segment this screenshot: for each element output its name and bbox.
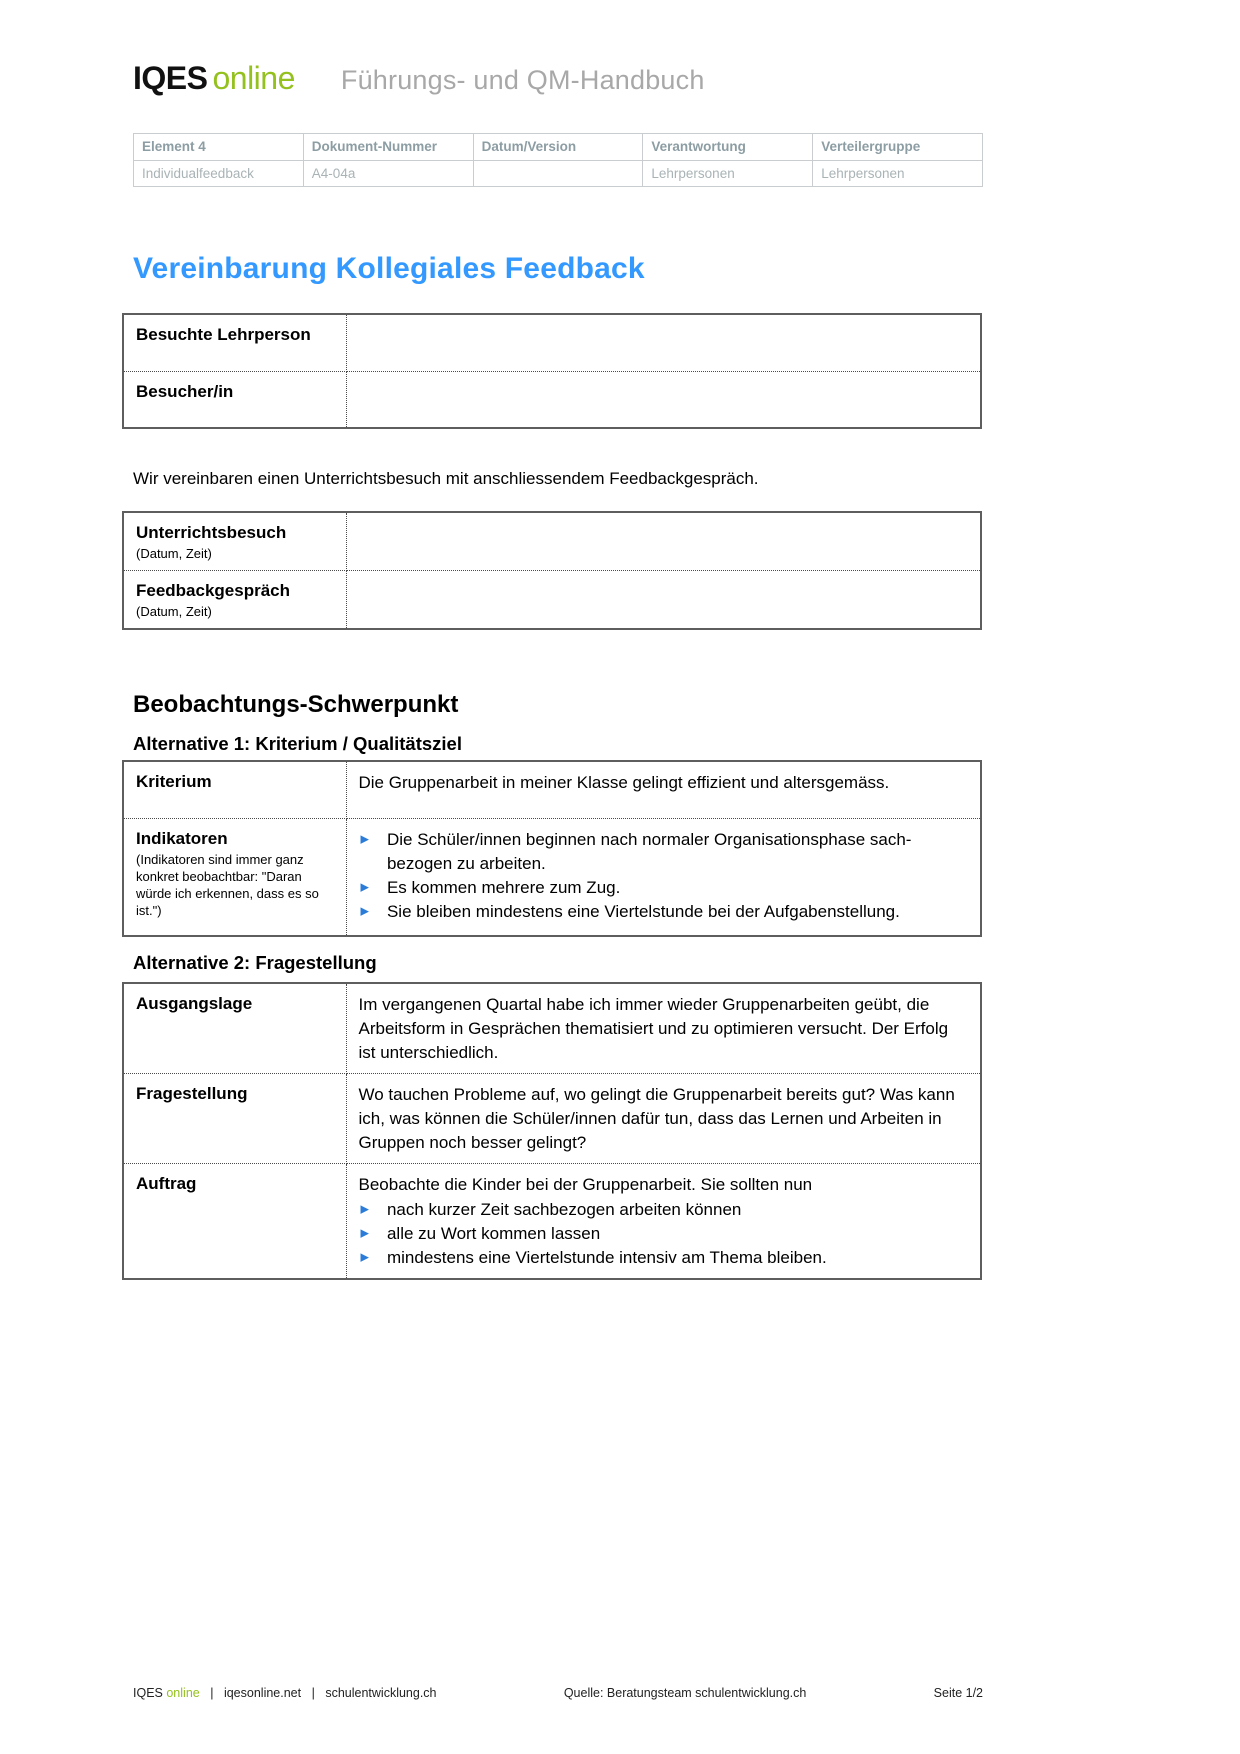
auftrag-label-cell bbox=[123, 1164, 346, 1280]
table-row bbox=[123, 818, 981, 936]
meta-value-verantwortung: Lehrpersonen bbox=[643, 161, 813, 187]
bullet-triangle-icon: ▶ bbox=[360, 1251, 369, 1264]
alternative1-table bbox=[122, 760, 982, 937]
auftrag-value-cell bbox=[346, 1164, 981, 1280]
bullet-text: mindestens eine Viertelstunde intensiv am Thema bleiben. bbox=[386, 1248, 827, 1267]
table-row bbox=[123, 371, 981, 428]
feedbackgespraech-sublabel: (Datum, Zeit) bbox=[136, 604, 212, 619]
footer-page-number: Seite 1/2 bbox=[933, 1686, 983, 1700]
footer-brand-iqes: IQES bbox=[133, 1686, 163, 1700]
footer-brand-links bbox=[133, 1686, 437, 1700]
footer-separator: | bbox=[311, 1686, 315, 1700]
page-footer bbox=[133, 1686, 983, 1700]
alternative2-table bbox=[122, 982, 982, 1280]
bullet-text: alle zu Wort kommen lassen bbox=[386, 1224, 601, 1243]
bullet-triangle-icon: ▶ bbox=[360, 905, 369, 917]
list-item bbox=[359, 876, 969, 900]
table-row bbox=[123, 314, 981, 371]
bullet-text: Die Schüler/innen beginnen nach normaler Organisationsphase sach-bezogen zu arbeiten. bbox=[386, 829, 912, 873]
indikatoren-note: (Indikatoren sind immer ganz konkret beobachtbar: "Daran würde ich erkennen, dass es so ist.") bbox=[136, 851, 319, 918]
meta-value-verteilergruppe: Lehrpersonen bbox=[813, 161, 983, 187]
logo-text-iqes: IQES bbox=[133, 60, 208, 96]
list-item bbox=[359, 1198, 969, 1222]
alternative2-heading: Alternative 2: Fragestellung bbox=[133, 952, 377, 973]
meta-header-datum-version: Datum/Version bbox=[473, 134, 643, 161]
ausgangslage-label: Ausgangslage bbox=[136, 994, 253, 1013]
footer-link-iqesonline: iqesonline.net bbox=[223, 1686, 302, 1700]
footer-link-schulentwicklung: schulentwicklung.ch bbox=[325, 1686, 437, 1700]
besucher-label: Besucher/in bbox=[136, 381, 234, 401]
indikatoren-label: Indikatoren bbox=[136, 828, 228, 848]
table-row bbox=[123, 1164, 981, 1280]
indikatoren-label-cell bbox=[123, 818, 346, 936]
footer-brand-online: online bbox=[166, 1686, 200, 1700]
list-item bbox=[359, 1222, 969, 1246]
table-row bbox=[123, 983, 981, 1074]
auftrag-bullet-list bbox=[359, 1198, 969, 1270]
meta-header-row bbox=[134, 134, 983, 161]
section-heading-beobachtung: Beobachtungs-Schwerpunkt bbox=[133, 691, 459, 718]
alternative1-heading: Alternative 1: Kriterium / Qualitätsziel bbox=[133, 733, 462, 754]
meta-header-element: Element 4 bbox=[134, 134, 304, 161]
list-item bbox=[359, 900, 969, 924]
footer-source: Quelle: Beratungsteam schulentwicklung.ch bbox=[563, 1686, 807, 1700]
list-item bbox=[359, 828, 969, 876]
ausgangslage-label-cell bbox=[123, 983, 346, 1074]
indikatoren-value-cell bbox=[346, 818, 981, 936]
table-row bbox=[123, 512, 981, 571]
fragestellung-label-cell bbox=[123, 1074, 346, 1164]
page-header bbox=[133, 60, 705, 97]
kriterium-label-cell bbox=[123, 761, 346, 818]
meta-value-dokument-nummer: A4-04a bbox=[303, 161, 473, 187]
logo-text-online: online bbox=[212, 60, 295, 96]
schedule-table bbox=[122, 511, 982, 630]
document-meta-table bbox=[133, 133, 983, 187]
fragestellung-value-cell: Wo tauchen Probleme auf, wo gelingt die Gruppenarbeit bereits gut? Was kann ich, was können die Schüler/innen dafür tun, dass das Lernen und Arbeiten in Gruppen noch besser gelingt? bbox=[346, 1074, 981, 1164]
handbook-title: Führungs- und QM-Handbuch bbox=[340, 65, 705, 95]
persons-table bbox=[122, 313, 982, 429]
unterrichtsbesuch-label: Unterrichtsbesuch bbox=[136, 523, 287, 542]
footer-separator: | bbox=[210, 1686, 214, 1700]
feedbackgespraech-label: Feedbackgespräch bbox=[136, 581, 291, 600]
page-title: Vereinbarung Kollegiales Feedback bbox=[133, 252, 645, 285]
bullet-text: Es kommen mehrere zum Zug. bbox=[386, 877, 621, 897]
indikatoren-bullet-list bbox=[359, 828, 969, 924]
fragestellung-label: Fragestellung bbox=[136, 1084, 248, 1103]
besuchte-lehrperson-label: Besuchte Lehrperson bbox=[136, 325, 311, 344]
list-item bbox=[359, 1246, 969, 1270]
bullet-text: Sie bleiben mindestens eine Viertelstunde bei der Aufgabenstellung. bbox=[386, 901, 900, 921]
besuchte-lehrperson-value-cell bbox=[346, 314, 981, 371]
meta-header-dokument-nummer: Dokument-Nummer bbox=[303, 134, 473, 161]
besucher-label-cell bbox=[123, 371, 346, 428]
unterrichtsbesuch-sublabel: (Datum, Zeit) bbox=[136, 546, 212, 561]
unterrichtsbesuch-value-cell bbox=[346, 512, 981, 571]
meta-values-row bbox=[134, 161, 983, 187]
kriterium-value-cell: Die Gruppenarbeit in meiner Klasse gelingt effizient und altersgemäss. bbox=[346, 761, 981, 818]
bullet-triangle-icon: ▶ bbox=[360, 833, 369, 845]
feedbackgespraech-value-cell bbox=[346, 571, 981, 630]
auftrag-label: Auftrag bbox=[136, 1174, 197, 1193]
bullet-text: nach kurzer Zeit sachbezogen arbeiten können bbox=[386, 1200, 742, 1219]
table-row bbox=[123, 571, 981, 630]
besuchte-lehrperson-label-cell bbox=[123, 314, 346, 371]
table-row bbox=[123, 761, 981, 818]
meta-header-verteilergruppe: Verteilergruppe bbox=[813, 134, 983, 161]
bullet-triangle-icon: ▶ bbox=[360, 881, 369, 893]
table-row bbox=[123, 1074, 981, 1164]
ausgangslage-value-cell: Im vergangenen Quartal habe ich immer wieder Gruppenarbeiten geübt, die Arbeitsform in Gesprächen thematisiert und zu optimieren versucht. Der Erfolg ist unterschiedlich. bbox=[346, 983, 981, 1074]
bullet-triangle-icon: ▶ bbox=[360, 1203, 369, 1216]
intro-text: Wir vereinbaren einen Unterrichtsbesuch mit anschliessendem Feedbackgespräch. bbox=[133, 469, 759, 488]
iqes-logo bbox=[133, 60, 295, 97]
meta-value-element: Individualfeedback bbox=[134, 161, 304, 187]
besucher-value-cell bbox=[346, 371, 981, 428]
feedbackgespraech-label-cell bbox=[123, 571, 346, 630]
unterrichtsbesuch-label-cell bbox=[123, 512, 346, 571]
meta-value-datum-version bbox=[473, 161, 643, 187]
kriterium-label: Kriterium bbox=[136, 772, 212, 791]
bullet-triangle-icon: ▶ bbox=[360, 1227, 369, 1240]
meta-header-verantwortung: Verantwortung bbox=[643, 134, 813, 161]
auftrag-intro: Beobachte die Kinder bei der Gruppenarbeit. Sie sollten nun bbox=[358, 1175, 813, 1194]
